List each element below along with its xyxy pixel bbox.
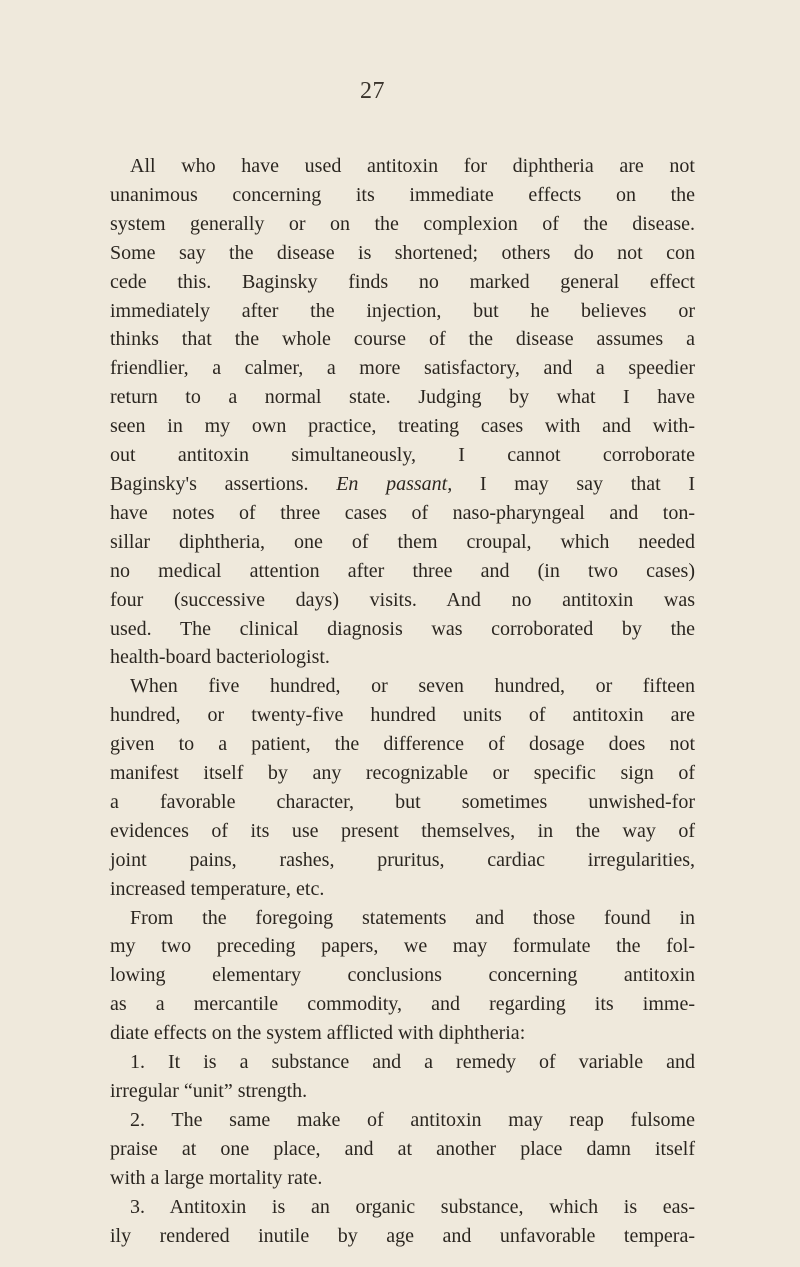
text-line: system generally or on the complexion of the disease. bbox=[110, 212, 695, 235]
text-line: increased temperature, etc. bbox=[110, 877, 325, 900]
text-line: Some say the disease is shortened; others do not con bbox=[110, 241, 695, 264]
text-line: 1. It is a substance and a remedy of variable and bbox=[130, 1051, 695, 1074]
paragraph bbox=[110, 152, 695, 672]
text-line: as a mercantile commodity, and regarding its imme- bbox=[110, 993, 695, 1016]
text-line: joint pains, rashes, pruritus, cardiac irregularities, bbox=[110, 848, 695, 871]
text-line: with a large mortality rate. bbox=[110, 1166, 323, 1189]
italic-phrase: En passant, bbox=[336, 472, 453, 495]
text-segment: Baginsky's assertions. bbox=[110, 472, 309, 495]
text-line: immediately after the injection, but he believes or bbox=[110, 299, 695, 322]
text-line: cede this. Baginsky finds no marked general effect bbox=[110, 270, 695, 293]
text-line: four (successive days) visits. And no antitoxin was bbox=[110, 588, 695, 611]
text-line: 3. Antitoxin is an organic substance, which is eas- bbox=[130, 1195, 695, 1218]
numbered-conclusion bbox=[110, 1193, 695, 1251]
text-line: hundred, or twenty-five hundred units of antitoxin are bbox=[110, 704, 695, 727]
text-line: no medical attention after three and (in two cases) bbox=[110, 559, 695, 582]
text-line: thinks that the whole course of the disease assumes a bbox=[110, 328, 695, 351]
paragraph bbox=[110, 904, 695, 1049]
text-line: diate effects on the system afflicted with diphtheria: bbox=[110, 1022, 526, 1045]
numbered-conclusion bbox=[110, 1048, 695, 1106]
text-line-mixed bbox=[110, 470, 695, 499]
text-line: out antitoxin simultaneously, I cannot corroborate bbox=[110, 444, 695, 467]
text-line: health-board bacteriologist. bbox=[110, 646, 330, 669]
text-line: unanimous concerning its immediate effects on the bbox=[110, 183, 695, 206]
page-number: 27 bbox=[360, 78, 385, 104]
text-line: manifest itself by any recognizable or specific sign of bbox=[110, 762, 695, 785]
text-line: my two preceding papers, we may formulate the fol- bbox=[110, 935, 695, 958]
text-line: ily rendered inutile by age and unfavorable tempera- bbox=[110, 1224, 695, 1247]
text-segment: I may say that I bbox=[479, 472, 696, 495]
text-line: have notes of three cases of naso-pharyngeal and ton- bbox=[110, 501, 695, 524]
text-line: evidences of its use present themselves, in the way of bbox=[110, 819, 695, 842]
paragraph bbox=[110, 672, 695, 903]
text-line: lowing elementary conclusions concerning antitoxin bbox=[110, 964, 695, 987]
body-text bbox=[110, 152, 695, 1250]
text-line: given to a patient, the difference of dosage does not bbox=[110, 733, 695, 756]
text-line: irregular “unit” strength. bbox=[110, 1080, 308, 1102]
text-line: seen in my own practice, treating cases with and with- bbox=[110, 415, 695, 438]
text-line: praise at one place, and at another place damn itself bbox=[110, 1137, 695, 1160]
text-line: All who have used antitoxin for diphtheria are not bbox=[130, 155, 695, 177]
text-line: When five hundred, or seven hundred, or fifteen bbox=[130, 675, 695, 698]
numbered-conclusion bbox=[110, 1106, 695, 1193]
text-line: used. The clinical diagnosis was corroborated by the bbox=[110, 617, 695, 640]
text-line: 2. The same make of antitoxin may reap fulsome bbox=[130, 1108, 695, 1131]
text-line: return to a normal state. Judging by what I have bbox=[110, 386, 695, 409]
text-line: From the foregoing statements and those found in bbox=[130, 906, 695, 929]
text-line: friendlier, a calmer, a more satisfactory, and a speedier bbox=[110, 357, 695, 380]
text-line: a favorable character, but sometimes unwished-for bbox=[110, 790, 695, 813]
text-line: sillar diphtheria, one of them croupal, which needed bbox=[110, 530, 695, 553]
